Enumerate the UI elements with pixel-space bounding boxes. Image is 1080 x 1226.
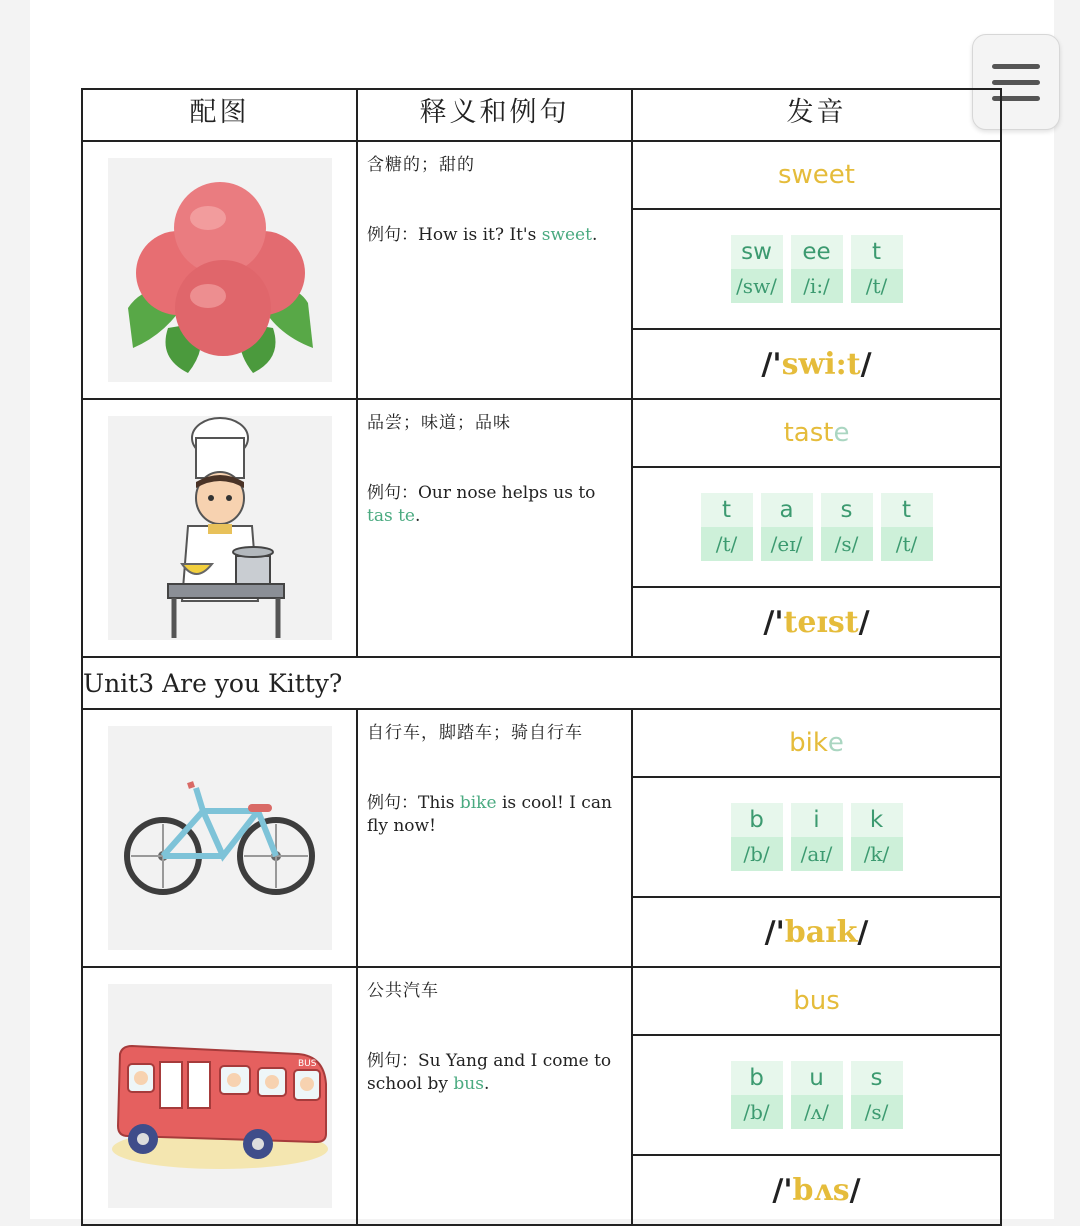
ipa-transcription xyxy=(633,588,1000,656)
meaning-cell xyxy=(357,967,632,1225)
meaning-text: 公共汽车 xyxy=(367,981,439,1001)
example-text: is cool! I can fly now! xyxy=(367,793,612,836)
ipa-part: /' xyxy=(763,604,784,640)
peach-illustration-icon xyxy=(108,158,332,382)
pronunciation-cell xyxy=(632,399,1001,657)
tile-sound: /s/ xyxy=(821,527,873,561)
tile-letters: t xyxy=(881,493,933,527)
tile-letters: sw xyxy=(731,235,783,269)
ipa-part: bʌs xyxy=(792,1172,850,1208)
ipa-part: /' xyxy=(761,346,782,382)
word-part: tast xyxy=(783,418,834,448)
chef-illustration-icon xyxy=(108,416,332,640)
tile-letters: a xyxy=(761,493,813,527)
word-part: sweet xyxy=(778,160,855,190)
phonics-tile xyxy=(851,1061,903,1129)
example-highlight: bus xyxy=(453,1074,484,1094)
pronunciation-cell xyxy=(632,141,1001,399)
phonics-tile xyxy=(791,235,843,303)
example-sentence xyxy=(358,998,631,1096)
word-display xyxy=(633,968,1000,1036)
image-cell xyxy=(82,967,357,1225)
ipa-transcription xyxy=(633,330,1000,398)
table-row xyxy=(82,141,1001,399)
image-cell xyxy=(82,141,357,399)
hamburger-icon-line xyxy=(992,80,1040,85)
table-row xyxy=(82,709,1001,967)
meaning-text: 品尝；味道；品味 xyxy=(367,413,511,433)
phonics-tiles xyxy=(633,468,1000,588)
tile-sound: /i:/ xyxy=(791,269,843,303)
phonics-tile xyxy=(791,1061,843,1129)
hamburger-icon-line xyxy=(992,64,1040,69)
bus-sign-text: BUS xyxy=(298,1059,317,1069)
section-row xyxy=(82,657,1001,709)
example-text: 例句：How is it? It's xyxy=(367,225,542,245)
word-part: bik xyxy=(789,728,828,758)
meaning-text: 自行车，脚踏车；骑自行车 xyxy=(367,723,583,743)
tile-letters: t xyxy=(851,235,903,269)
meaning-text: 含糖的；甜的 xyxy=(367,155,475,175)
meaning-cell xyxy=(357,141,632,399)
phonics-tiles xyxy=(633,778,1000,898)
example-text: . xyxy=(483,1074,490,1094)
bicycle-illustration-icon xyxy=(108,726,332,950)
phonics-tile xyxy=(761,493,813,561)
example-highlight: sweet xyxy=(541,225,592,245)
tile-sound: /b/ xyxy=(731,1095,783,1129)
table-row xyxy=(82,399,1001,657)
ipa-transcription xyxy=(633,898,1000,966)
section-title: Unit3 Are you Kitty? xyxy=(82,657,1001,709)
header-image: 配图 xyxy=(82,89,357,141)
example-text: . xyxy=(415,506,421,526)
example-sentence xyxy=(358,740,631,838)
tile-sound: /b/ xyxy=(731,837,783,871)
ipa-part: /' xyxy=(772,1172,793,1208)
ipa-part: /' xyxy=(764,914,785,950)
pronunciation-cell xyxy=(632,967,1001,1225)
tile-sound: /ʌ/ xyxy=(791,1095,843,1129)
phonics-tile xyxy=(701,493,753,561)
tile-letters: s xyxy=(851,1061,903,1095)
tile-sound: /sw/ xyxy=(731,269,783,303)
tile-letters: b xyxy=(731,1061,783,1095)
example-sentence xyxy=(358,430,631,528)
tile-letters: i xyxy=(791,803,843,837)
header-row xyxy=(82,89,1001,141)
tile-letters: u xyxy=(791,1061,843,1095)
phonics-tile xyxy=(731,235,783,303)
tile-letters: t xyxy=(701,493,753,527)
tile-sound: /t/ xyxy=(851,269,903,303)
header-meaning: 释义和例句 xyxy=(357,89,632,141)
phonics-tile xyxy=(881,493,933,561)
word-part: e xyxy=(833,418,850,448)
phonics-tile xyxy=(851,803,903,871)
ipa-transcription xyxy=(633,1156,1000,1224)
example-text: 例句：Our nose helps us to xyxy=(367,483,596,503)
word-part: bus xyxy=(793,986,840,1016)
phonics-tile xyxy=(851,235,903,303)
image-cell xyxy=(82,399,357,657)
tile-sound: /eɪ/ xyxy=(761,527,813,561)
tile-letters: k xyxy=(851,803,903,837)
ipa-part: teɪst xyxy=(783,604,859,640)
word-display xyxy=(633,710,1000,778)
tile-sound: /t/ xyxy=(701,527,753,561)
ipa-part: / xyxy=(858,604,870,640)
tile-sound: /k/ xyxy=(851,837,903,871)
pronunciation-cell xyxy=(632,709,1001,967)
example-highlight: bike xyxy=(459,793,497,813)
phonics-tiles xyxy=(633,1036,1000,1156)
phonics-tile xyxy=(791,803,843,871)
table-row xyxy=(82,967,1001,1225)
meaning-cell xyxy=(357,399,632,657)
example-text: 例句：Su Yang and I come to school by xyxy=(367,1051,612,1094)
meaning-cell xyxy=(357,709,632,967)
ipa-part: swi:t xyxy=(781,346,861,382)
phonics-tile xyxy=(731,803,783,871)
bus-illustration-icon xyxy=(108,984,332,1208)
tile-sound: /aɪ/ xyxy=(791,837,843,871)
phonics-tiles xyxy=(633,210,1000,330)
header-pronunciation: 发音 xyxy=(632,89,1001,141)
phonics-tile xyxy=(731,1061,783,1129)
ipa-part: / xyxy=(857,914,869,950)
example-text: 例句：This xyxy=(367,793,460,813)
image-cell xyxy=(82,709,357,967)
tile-letters: b xyxy=(731,803,783,837)
phonics-tile xyxy=(821,493,873,561)
tile-letters: s xyxy=(821,493,873,527)
tile-letters: ee xyxy=(791,235,843,269)
word-part: e xyxy=(827,728,844,758)
vocab-table xyxy=(81,88,1002,1226)
ipa-part: / xyxy=(849,1172,861,1208)
example-sentence xyxy=(358,172,631,247)
example-highlight: tas te xyxy=(367,506,415,526)
ipa-part: / xyxy=(860,346,872,382)
tile-sound: /s/ xyxy=(851,1095,903,1129)
word-display xyxy=(633,400,1000,468)
word-display xyxy=(633,142,1000,210)
tile-sound: /t/ xyxy=(881,527,933,561)
ipa-part: baɪk xyxy=(784,914,858,950)
example-text: . xyxy=(591,225,598,245)
